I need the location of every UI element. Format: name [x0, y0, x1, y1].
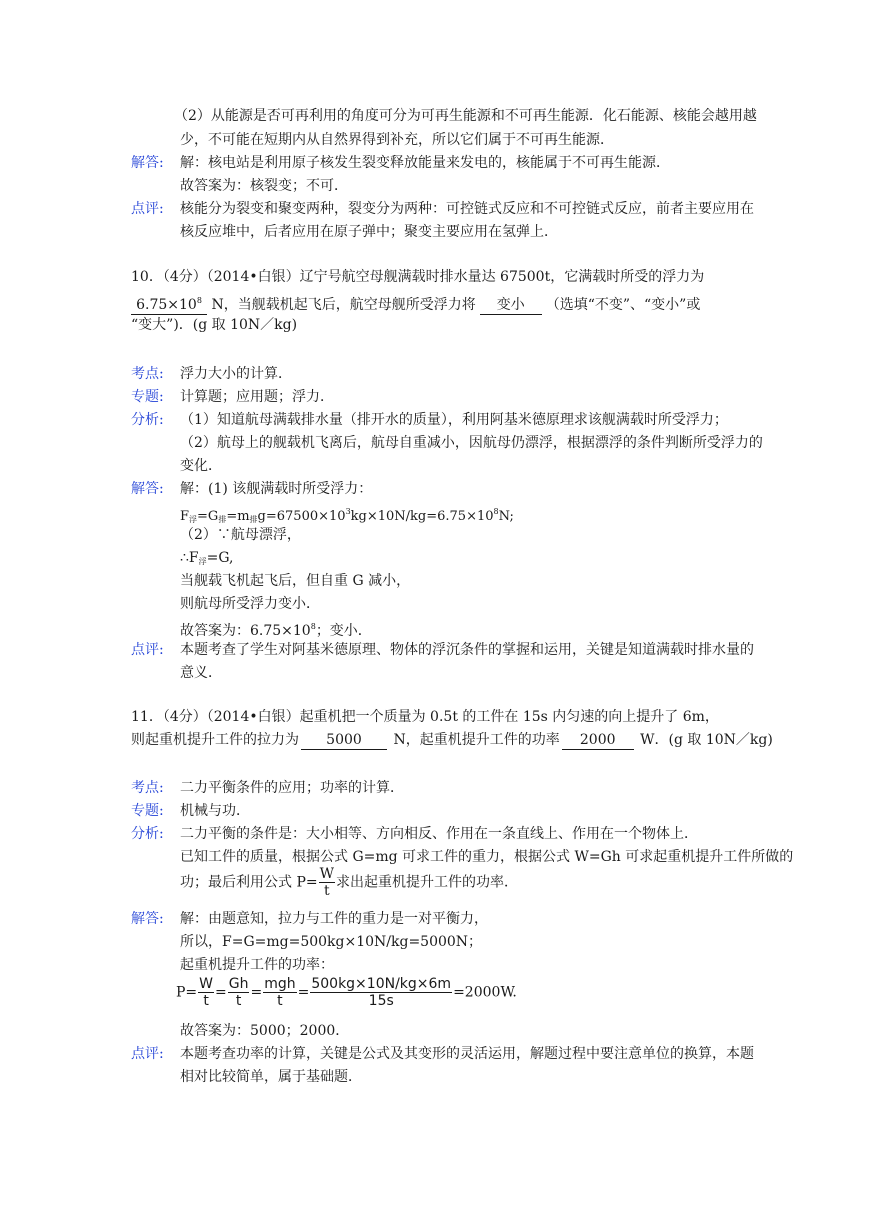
answer-label: 解答: [131, 911, 164, 927]
q10-answer-line: $\therefore F_浮=G$, [180, 550, 234, 566]
q11-stem-line: 则起重机提升工件的拉力为 5000 N，起重机提升工件的功率 2000 W．(g 取 10N／kg) [131, 732, 773, 748]
q11-final-answer: 故答案为：5000；2000． [180, 1023, 350, 1039]
q10-analysis-line: （2）航母上的舰载机飞离后，航母自重减小，因航母仍漂浮，根据漂浮的条件判断所受浮力的 [180, 435, 763, 451]
q10-answer-line: （2）∵航母漂浮， [180, 527, 301, 543]
q11-power-formula: P= $\frac{W}{t}$ = $\frac{Gh}{t}$ = $\frac{\text{mgh}}{t}$ = $\frac{500kg\times 10N/kg\times 6m}{15s}$ =2000W. [176, 976, 517, 1009]
q10-answer-line: 当舰载飞机起飞后，但自重 G 减小， [180, 573, 411, 589]
q10-analysis-line: （1）知道航母满载排水量（排开水的质量），利用阿基米德原理求该舰满载时所受浮力； [180, 412, 728, 428]
q10-stem-line: “变大”)．(g 取 10N／kg) [131, 317, 298, 333]
q11-category: 机械与功． [180, 803, 250, 819]
q11-answer-line: 所以，F=G=mg=500kg×10N/kg=5000N； [180, 934, 483, 950]
q10-answer-line: 则航母所受浮力变小． [180, 596, 320, 612]
q11-analysis-formula: 功；最后利用公式 P= $\frac{W}{t}$ 求出起重机提升工件的功率． [180, 866, 518, 899]
q11-stem-line: 11．（4分）（2014•白银）起重机把一个质量为 0.5t 的工件在 15s 内匀速的向上提升了 6m， [131, 709, 719, 725]
q10-answer-formula: $F_浮=G_排=m_排g=67500\times 10^3kg\times 10N/kg=6.75\times 10^8N$; [180, 507, 514, 524]
answer-label: 解答: [131, 155, 164, 171]
q11-comment-line: 本题考查功率的计算，关键是公式及其变形的灵活运用，解题过程中要注意单位的换算，本题 [180, 1046, 754, 1062]
q11-answer-line: 解：由题意知，拉力与工件的重力是一对平衡力， [180, 911, 488, 927]
category-label: 专题: [131, 389, 164, 405]
q10-category: 计算题；应用题；浮力． [180, 389, 334, 405]
q10-stem-line: $6.75\times 10^8$ N，当舰载机起飞后，航空母舰所受浮力将 变小 （选填“不变”、“变小”或 [131, 292, 700, 315]
q9-answer-line: 解：核电站是利用原子核发生裂变释放能量来发电的，核能属于不可再生能源． [180, 155, 670, 171]
q10-topic: 浮力大小的计算． [180, 366, 292, 382]
q11-analysis-line: 已知工件的质量，根据公式 G=mg 可求工件的重力，根据公式 W=Gh 可求起重机提升工件所做的 [180, 849, 794, 865]
topic-label: 考点: [131, 780, 164, 796]
q11-topic: 二力平衡条件的应用；功率的计算． [180, 780, 404, 796]
category-label: 专题: [131, 803, 164, 819]
q10-final-answer: 故答案为：$6.75\times 10^8$；变小． [180, 622, 372, 639]
q10-answer-blank-2: 变小 [480, 297, 542, 315]
q10-answer-blank-1: $6.75\times 10^8$ [131, 292, 207, 315]
q11-answer-blank-2: 2000 [562, 732, 634, 750]
comment-label: 点评: [131, 1046, 164, 1062]
q11-analysis-line: 二力平衡的条件是：大小相等、方向相反、作用在一条直线上、作用在一个物体上． [180, 826, 698, 842]
q9-comment-line: 核反应堆中，后者应用在原子弹中；聚变主要应用在氢弹上． [180, 224, 558, 240]
q10-stem-line: 10．（4分）（2014•白银）辽宁号航空母舰满载时排水量达 67500t，它满载时所受的浮力为 [131, 269, 705, 285]
topic-label: 考点: [131, 366, 164, 382]
q11-comment-line: 相对比较简单，属于基础题． [180, 1069, 362, 1085]
q11-answer-blank-1: 5000 [301, 732, 387, 750]
answer-label: 解答: [131, 481, 164, 497]
analysis-label: 分析: [131, 412, 164, 428]
analysis-label: 分析: [131, 826, 164, 842]
q10-answer-line: 解：(1) 该舰满载时所受浮力： [180, 481, 373, 497]
comment-label: 点评: [131, 642, 164, 658]
q10-analysis-line: 变化． [180, 458, 222, 474]
q9-analysis-line: 少，不可能在短期内从自然界得到补充，所以它们属于不可再生能源． [180, 132, 614, 148]
power-fraction: $\frac{W}{t}$ [319, 866, 334, 899]
q9-answer-line: 故答案为：核裂变；不可． [180, 178, 348, 194]
q10-comment-line: 意义． [180, 665, 222, 681]
q9-comment-line: 核能分为裂变和聚变两种，裂变分为两种：可控链式反应和不可控链式反应，前者主要应用在 [180, 201, 754, 217]
q9-analysis-line: （2）从能源是否可再利用的角度可分为可再生能源和不可再生能源．化石能源、核能会越用越 [174, 108, 757, 124]
q11-answer-line: 起重机提升工件的功率： [180, 957, 334, 973]
q10-comment-line: 本题考查了学生对阿基米德原理、物体的浮沉条件的掌握和运用，关键是知道满载时排水量的 [180, 642, 754, 658]
comment-label: 点评: [131, 201, 164, 217]
